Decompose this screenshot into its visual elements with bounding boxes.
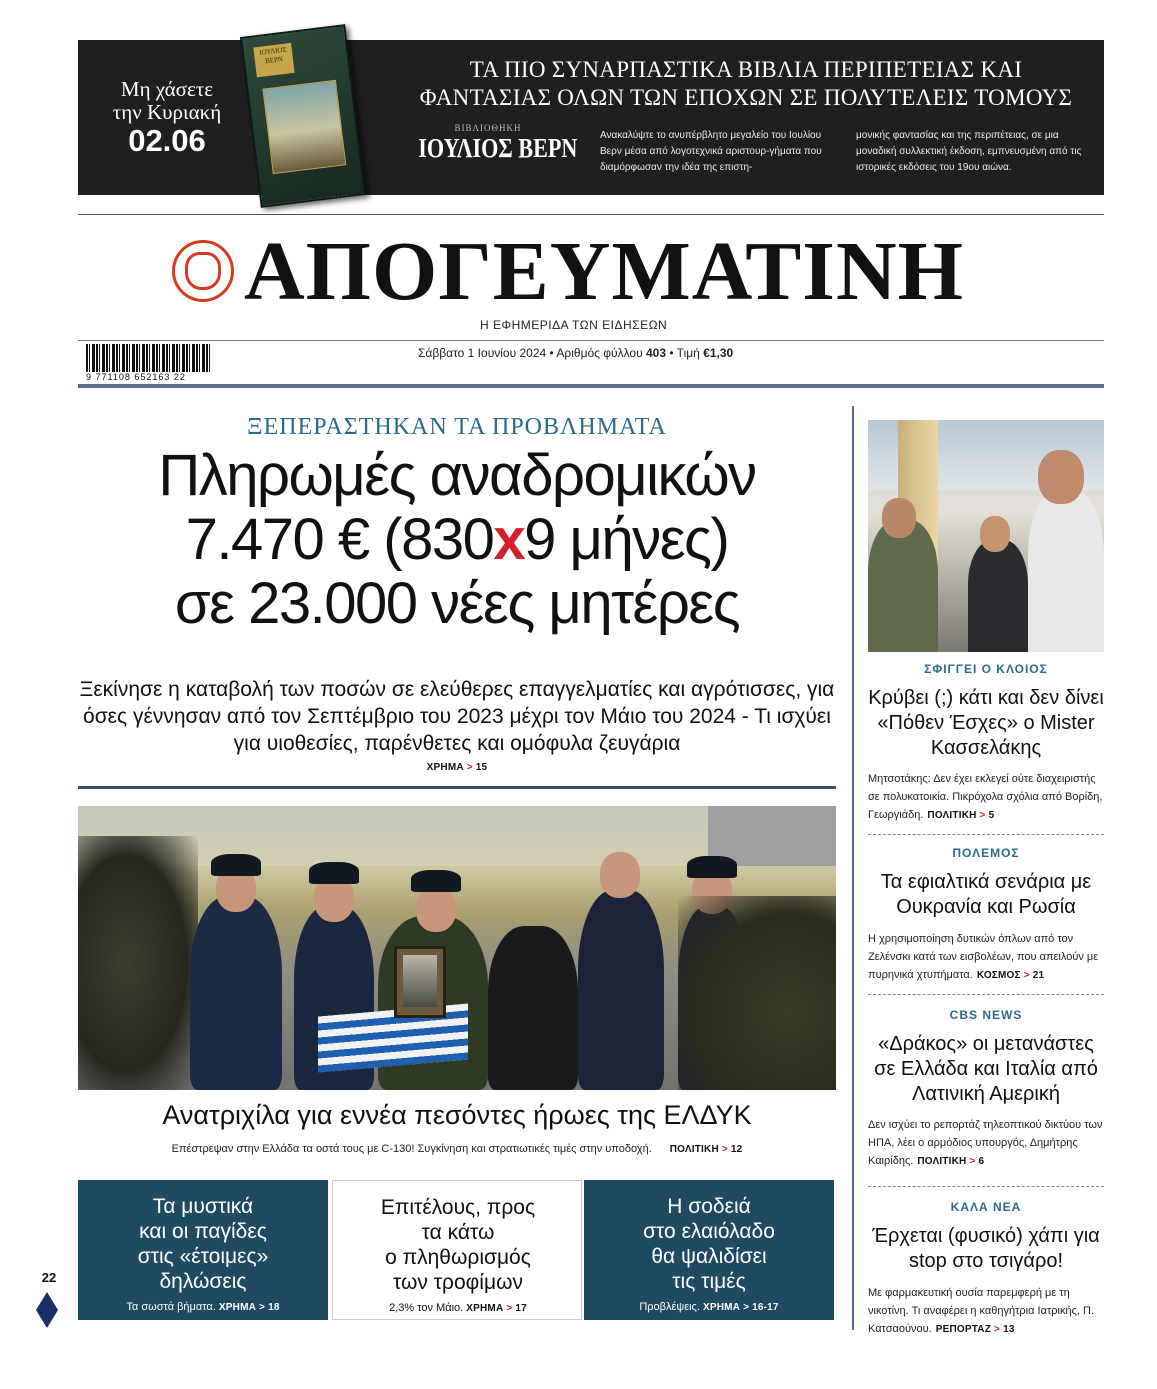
ref-section: ΠΟΛΙΤΙΚΗ — [927, 810, 977, 821]
photo-person — [578, 890, 664, 1090]
sidebar-kicker: ΚΑΛΑ ΝΕΑ — [950, 1200, 1022, 1214]
issue-date: Σάββατο 1 Ιουνίου 2024 • Αριθμός φύλλου — [418, 346, 646, 360]
page-number: 22 — [41, 1270, 57, 1285]
barcode-addon: 22 — [173, 372, 186, 382]
photo-caption-text: Επέστρεψαν στην Ελλάδα τα οστά τους με C-130! Συγκίνηση και στρατιωτικές τιμές στην υποδοχή. — [171, 1143, 652, 1155]
lead-headline-line-2 — [78, 508, 836, 572]
ref-arrow-icon: > — [506, 1303, 513, 1314]
photo-blur-right — [678, 896, 836, 1090]
sidebar-page-ref[interactable] — [927, 810, 994, 821]
photo-caption — [78, 1143, 836, 1155]
box-caption-text: 2,3% τον Μάιο. — [389, 1302, 467, 1314]
banner-blurb-2: μονικής φαντασίας και της περιπέτειας, σε μια μοναδική συλλεκτική έκδοση, εμπνευσμένη από τις ιστορικές εκδόσεις του 19ου αιώνα. — [856, 130, 1082, 173]
photo-head — [600, 852, 640, 898]
photo-cap — [309, 862, 359, 884]
photo-headline[interactable]: Ανατριχίλα για εννέα πεσόντες ήρωες της ΕΛΔΥΚ — [162, 1100, 752, 1130]
ref-arrow-icon: > — [721, 1144, 728, 1155]
sidebar-page-ref[interactable] — [936, 1324, 1015, 1335]
ref-page: 17 — [515, 1303, 527, 1314]
book-cover-image — [240, 24, 366, 208]
box-story-1[interactable] — [78, 1180, 328, 1320]
sidebar-body-text: Η χρησιμοποίηση δυτικών όπλων από τον Ζελένσκι κατά των εισβολέων, που απειλούν με πυρηνικά χτυπήματα. — [868, 933, 1099, 981]
ref-section: ΧΡΗΜΑ — [426, 762, 464, 773]
ref-arrow-icon: > — [259, 1302, 266, 1313]
ref-page: 12 — [730, 1144, 743, 1155]
portrait-picture — [403, 955, 437, 1007]
box-title-line: Τα μυστικά — [152, 1195, 254, 1218]
box-title-line: των τροφίμων — [393, 1271, 523, 1294]
series-logo — [403, 123, 578, 163]
box-title-line: Η σοδειά — [667, 1195, 751, 1218]
sidebar-divider — [868, 1186, 1104, 1187]
photo-cap — [687, 856, 737, 878]
box-caption-text: Προβλέψεις. — [639, 1301, 703, 1313]
lead-headline-line-3: σε 23.000 νέες μητέρες — [174, 571, 740, 636]
lead-rule — [78, 786, 836, 789]
lead-page-ref[interactable] — [78, 762, 836, 773]
sidebar-headline[interactable]: Κρύβει (;) κάτι και δεν δίνει «Πόθεν Έσχες» ο Mister Κασσελάκης — [868, 687, 1104, 759]
box-page-ref[interactable] — [219, 1302, 280, 1313]
masthead-bottom-rule — [78, 384, 1104, 388]
banner-headline-line-2: ΦΑΝΤΑΣΙΑΣ ΟΛΩΝ ΤΩΝ ΕΠΟΧΩΝ ΣΕ ΠΟΛΥΤΕΛΕΙΣ ΤΟΜΟΥΣ — [419, 85, 1073, 110]
box-page-ref[interactable] — [703, 1302, 779, 1313]
ref-page: 18 — [268, 1302, 280, 1313]
photo-person — [1028, 490, 1104, 652]
box-title-line: ο πληθωρισμός — [385, 1246, 531, 1269]
honor-guard-photo — [78, 806, 836, 1090]
photo-cap — [411, 870, 461, 892]
sidebar-headline[interactable]: Έρχεται (φυσικό) χάπι για stop στο τσιγάρο! — [872, 1225, 1100, 1272]
ref-section: ΧΡΗΜΑ — [702, 1302, 741, 1313]
ref-page: 16-17 — [752, 1302, 779, 1313]
banner-blurb-1: Ανακαλύψτε το ανυπέρβλητο μεγαλείο του Ιουλίου Βερν μέσα από λογοτεχνικά αριστουρ-γήματα που διαμόρφωσαν την ιδέα της επιστη- — [600, 130, 822, 173]
box-page-ref[interactable] — [466, 1303, 527, 1314]
top-promo-banner[interactable] — [78, 40, 1104, 195]
lead-amount: 7.470 € (830 — [185, 507, 494, 572]
photo-person — [968, 540, 1028, 652]
barcode-icon — [86, 344, 212, 372]
issue-price-label: • Τιμή — [666, 346, 704, 360]
sidebar-divider — [868, 834, 1104, 835]
box-caption — [333, 1302, 583, 1314]
photo-person — [868, 520, 938, 652]
box-title-line: τα κάτω — [421, 1221, 495, 1244]
multiply-sign: x — [493, 507, 525, 572]
cafe-photo — [868, 420, 1104, 652]
book-cover-label: ΙΟΥΛΙΟΣ ΒΕΡΝ — [253, 43, 294, 77]
ref-section: ΠΟΛΙΤΙΚΗ — [669, 1144, 719, 1155]
ref-section: ΧΡΗΜΑ — [218, 1302, 257, 1313]
promo-line-1: Μη χάσετε — [120, 77, 214, 101]
photo-person — [488, 926, 578, 1090]
ref-page: 6 — [978, 1156, 985, 1167]
lead-headline[interactable] — [78, 444, 836, 636]
sidebar-divider — [868, 994, 1104, 995]
ref-arrow-icon: > — [994, 1324, 1001, 1335]
owl-logo-inner — [185, 252, 221, 290]
banner-headline — [396, 56, 1096, 112]
box-story-2[interactable] — [332, 1180, 582, 1320]
box-title-line: και οι παγίδες — [139, 1220, 267, 1243]
owl-logo-icon — [172, 240, 234, 302]
box-title — [584, 1194, 834, 1294]
box-title — [78, 1194, 328, 1294]
series-name: ΙΟΥΛΙΟΣ ΒΕΡΝ — [418, 133, 578, 163]
lead-months: 9 μήνες) — [524, 507, 729, 572]
masthead-rule — [78, 340, 1104, 341]
sidebar-body — [868, 770, 1104, 825]
sidebar-page-ref[interactable] — [917, 1156, 984, 1167]
ref-section: ΠΟΛΙΤΙΚΗ — [917, 1156, 967, 1167]
barcode-digits: 9 771108 652163 — [86, 372, 171, 382]
sidebar-headline[interactable]: «Δράκος» οι μετανάστες σε Ελλάδα και Ιταλία από Λατινική Αμερική — [874, 1033, 1098, 1105]
sidebar-body-text: Μητσοτάκης: Δεν έχει εκλεγεί ούτε διαχειριστής σε πολυκατοικία. Πικρόχολα σχόλια από Βορίδη, Γεωργιάδη. — [868, 773, 1103, 821]
diamond-icon — [36, 1292, 58, 1328]
photo-blur-left — [78, 836, 198, 1090]
issue-line — [418, 346, 778, 360]
lead-kicker: ΞΕΠΕΡΑΣΤΗΚΑΝ ΤΑ ΠΡΟΒΛΗΜΑΤΑ — [247, 414, 667, 440]
banner-headline-line-1: ΤΑ ΠΙΟ ΣΥΝΑΡΠΑΣΤΙΚΑ ΒΙΒΛΙΑ ΠΕΡΙΠΕΤΕΙΑΣ ΚΑΙ — [469, 57, 1023, 82]
box-title — [333, 1195, 583, 1295]
promo-line-2: την Κυριακή — [112, 100, 222, 124]
box-title-line: δηλώσεις — [159, 1270, 247, 1293]
photo-head — [980, 516, 1010, 552]
issue-number: 403 — [646, 346, 667, 360]
series-small-label: ΒΙΒΛΙΟΘΗΚΗ — [454, 123, 522, 133]
promo-date-block — [92, 78, 242, 158]
box-caption — [78, 1301, 328, 1313]
promo-date: 02.06 — [128, 123, 206, 158]
ref-page: 13 — [1003, 1324, 1015, 1335]
portrait-frame — [394, 946, 446, 1018]
photo-person — [190, 896, 282, 1090]
sidebar-kicker: ΠΟΛΕΜΟΣ — [952, 846, 1020, 860]
box-title-line: θα ψαλιδίσει — [651, 1245, 767, 1268]
lead-body: Ξεκίνησε η καταβολή των ποσών σε ελεύθερες επαγγελματίες και αγρότισσες, για όσες γέννησαν από τον Σεπτέμβριο του 2023 μέχρι τον Μάιο του 2024 - Τι ισχύει για υιοθεσίες, παρένθετες και ομόφυλα ζευγάρια — [79, 678, 835, 755]
masthead-top-rule — [78, 214, 1104, 215]
box-title-line: τις τιμές — [672, 1270, 746, 1293]
ref-arrow-icon: > — [743, 1302, 750, 1313]
box-title-line: Επιτέλους, προς — [380, 1196, 536, 1219]
box-title-line: στο ελαιόλαδο — [643, 1220, 775, 1243]
ref-page: 15 — [475, 762, 488, 773]
ref-section: ΧΡΗΜΑ — [466, 1303, 504, 1314]
sidebar-body — [868, 1284, 1104, 1339]
sidebar-body-text: Δεν ισχύει το ρεπορτάζ τηλεοπτικού δικτύου των ΗΠΑ, λέει ο αρμόδιος υπουργός, Δημήτρης Καιρίδης. — [868, 1119, 1103, 1167]
ref-arrow-icon: > — [466, 762, 473, 773]
sidebar-body — [868, 930, 1104, 985]
sidebar-headline[interactable]: Τα εφιαλτικά σενάρια με Ουκρανία και Ρωσία — [880, 871, 1092, 918]
box-title-line: στις «έτοιμες» — [137, 1245, 269, 1268]
sidebar-page-ref[interactable] — [977, 970, 1044, 981]
photo-head — [1038, 450, 1084, 504]
photo-cap — [211, 854, 261, 876]
photo-head — [882, 498, 916, 538]
newspaper-title: ΑΠΟΓΕΥΜΑΤΙΝΗ — [244, 225, 964, 318]
ref-section: ΡΕΠΟΡΤΑΖ — [935, 1324, 992, 1335]
ref-arrow-icon: > — [979, 810, 986, 821]
sidebar-kicker: ΣΦΙΓΓΕΙ Ο ΚΛΟΙΟΣ — [924, 662, 1048, 676]
photo-page-ref[interactable] — [670, 1144, 743, 1155]
sidebar-kicker: CBS NEWS — [949, 1008, 1023, 1022]
ref-arrow-icon: > — [969, 1156, 976, 1167]
ref-page: 5 — [988, 810, 995, 821]
sidebar-body-text: Με φαρμακευτική ουσία παρεμφερή με τη νικοτίνη. Τι αναφέρει η καθηγήτρια Ιατρικής, Π. Κατσαούνου. — [868, 1287, 1095, 1335]
box-caption-text: Τα σωστά βήματα. — [126, 1301, 219, 1313]
newspaper-subtitle: Η ΕΦΗΜΕΡΙΔΑ ΤΩΝ ΕΙΔΗΣΕΩΝ — [480, 318, 668, 332]
ref-page: 21 — [1032, 970, 1045, 981]
barcode-number — [86, 372, 216, 382]
box-story-3[interactable] — [584, 1180, 834, 1320]
ref-section: ΚΟΣΜΟΣ — [976, 970, 1021, 981]
ref-arrow-icon: > — [1023, 970, 1030, 981]
ship-illustration — [262, 80, 346, 174]
lead-headline-line-1: Πληρωμές αναδρομικών — [158, 443, 756, 508]
sidebar-body — [868, 1116, 1104, 1171]
issue-price: €1,30 — [703, 346, 734, 360]
box-caption — [584, 1301, 834, 1313]
photo-head — [416, 886, 456, 932]
